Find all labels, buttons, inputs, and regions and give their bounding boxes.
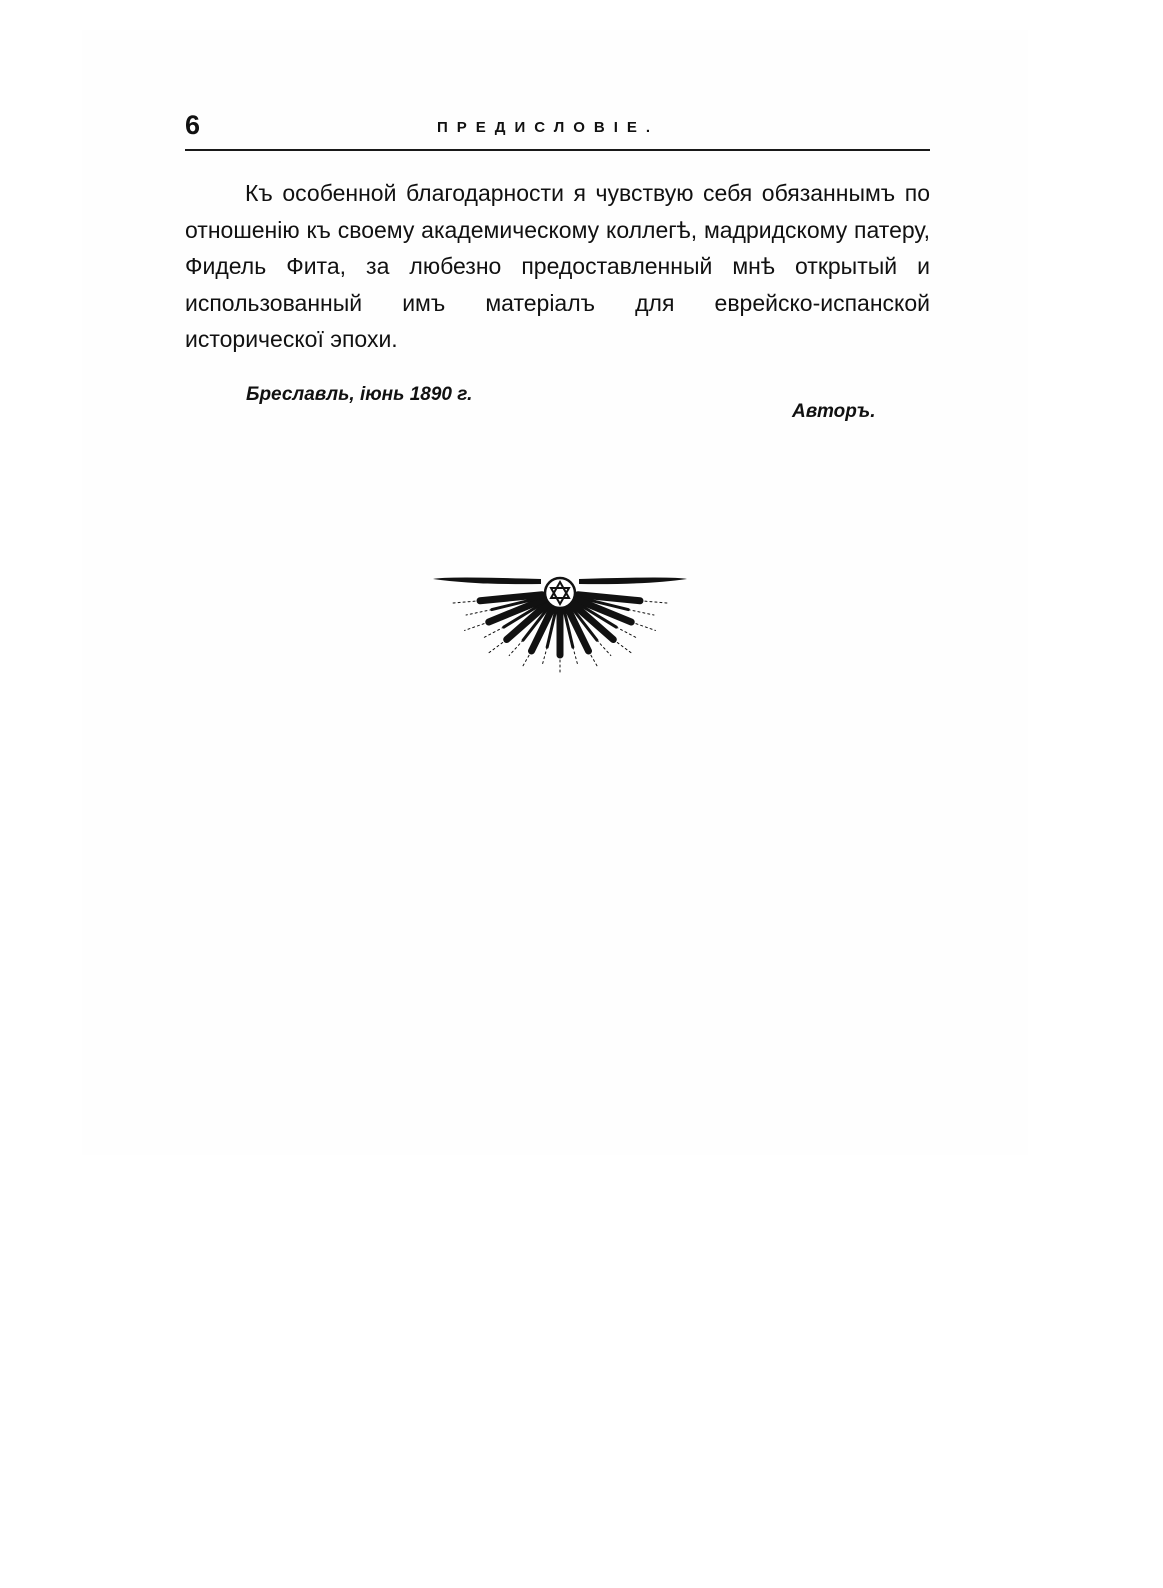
preface-paragraph: Къ особенной благодарности я чувствую себя обязаннымъ по отношенію къ своему академическому коллегѣ, мадридскому патеру, Фидель Фита, за любезно предоставленный мнѣ открытый и использованный имъ матеріалъ для еврейско-испанской историческої эпохи.: [185, 180, 930, 352]
author-signature: Авторъ.: [792, 401, 876, 422]
running-title: ПРЕДИСЛОВІЕ.: [437, 119, 660, 136]
star-of-david-sunburst-icon: [415, 573, 705, 673]
page-number: 6: [185, 110, 201, 140]
preface-body: [185, 175, 930, 358]
header-rule: [185, 149, 930, 151]
page-header: [185, 108, 930, 148]
place-date: Бреславль, іюнь 1890 г.: [246, 384, 473, 405]
